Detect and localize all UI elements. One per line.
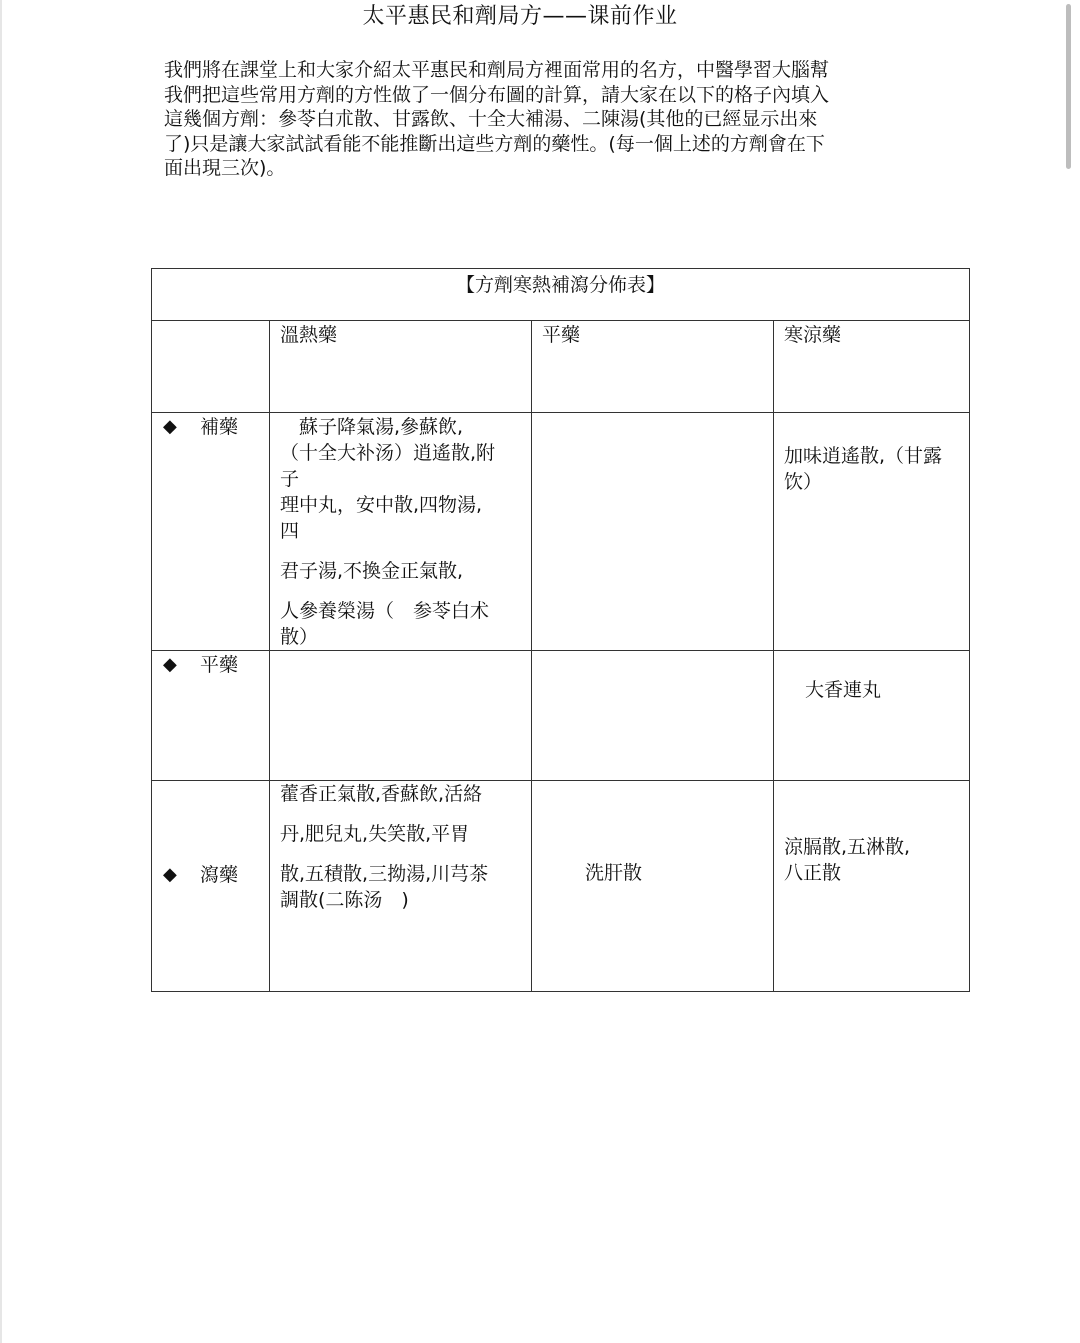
row-label-text: 瀉藥 — [200, 864, 239, 886]
formula-line: 洗肝散 — [585, 862, 643, 884]
cell-tonic-warm[interactable] — [270, 413, 532, 651]
cell-neutral-cold[interactable] — [774, 651, 970, 781]
formula-line: 加味逍遙散,（甘露 — [784, 445, 943, 467]
cell-purge-cold[interactable] — [774, 781, 970, 992]
page-title: 太平惠民和劑局方——课前作业 — [362, 4, 678, 29]
formula-distribution-table — [151, 268, 970, 992]
table-title-cell — [152, 269, 970, 321]
formula-line: 藿香正氣散,香蘇飲,活絡 — [280, 783, 483, 805]
formula-line: 理中丸，安中散,四物湯, — [280, 494, 483, 516]
table-title: 【方劑寒熱補瀉分佈表】 — [456, 274, 666, 296]
intro-line: 我們將在課堂上和大家介紹太平惠民和劑局方裡面常用的名方，中醫學習大腦幫 — [164, 59, 830, 81]
formula-line: 散） — [280, 626, 319, 648]
formula-line: 饮） — [784, 471, 823, 493]
header-neutral: 平藥 — [532, 321, 774, 413]
cell-text — [280, 414, 523, 650]
formula-line: 大香連丸 — [805, 679, 882, 701]
diamond-icon: ◆ — [163, 416, 177, 437]
page-edge — [0, 0, 2, 1343]
formula-line: 調散(二陈汤 ) — [280, 889, 409, 911]
formula-line: 涼膈散,五淋散, — [784, 836, 911, 858]
intro-line: 我們把這些常用方劑的方性做了一個分布圖的計算，請大家在以下的格子內填入 — [164, 83, 830, 106]
cell-text — [585, 860, 765, 886]
table-row-tonic — [152, 413, 970, 651]
formula-line: 八正散 — [784, 862, 842, 884]
table-row-purge — [152, 781, 970, 992]
formula-line: 君子湯,不換金正氣散, — [280, 560, 464, 582]
diamond-icon: ◆ — [163, 654, 177, 675]
table-row-neutral — [152, 651, 970, 781]
formula-line: 散,五積散,三拗湯,川芎茶 — [280, 863, 489, 885]
cell-text — [784, 834, 961, 886]
table-title-row — [152, 269, 970, 321]
cell-neutral-warm[interactable] — [270, 651, 532, 781]
formula-line: 子 — [280, 468, 300, 490]
header-cold: 寒涼藥 — [774, 321, 970, 413]
table-header-row — [152, 321, 970, 413]
diamond-icon: ◆ — [163, 864, 177, 885]
cell-text — [805, 677, 961, 703]
intro-paragraph — [164, 58, 924, 181]
formula-line: 四 — [280, 520, 300, 542]
formula-line: 人參養榮湯（ 参苓白术 — [280, 600, 490, 622]
scrollbar-thumb[interactable] — [1066, 4, 1071, 169]
cell-neutral-neutral[interactable] — [532, 651, 774, 781]
formula-line: 丹,肥兒丸,失笑散,平胃 — [280, 823, 470, 845]
intro-line: 面出現三次)。 — [164, 157, 286, 179]
scrollbar[interactable] — [1064, 0, 1072, 1343]
formula-line: 蘇子降氣湯,參蘇飲, — [280, 416, 464, 438]
row-label-neutral — [152, 651, 270, 781]
row-label-text: 補藥 — [200, 416, 239, 438]
cell-tonic-neutral[interactable] — [532, 413, 774, 651]
header-warm: 溫熱藥 — [270, 321, 532, 413]
cell-purge-neutral[interactable] — [532, 781, 774, 992]
formula-line: （十全大补汤）逍遙散,附 — [280, 442, 496, 464]
cell-tonic-cold[interactable] — [774, 413, 970, 651]
row-label-purge — [152, 781, 270, 992]
row-label-text: 平藥 — [200, 654, 239, 676]
intro-line: 了)只是讓大家試試看能不能推斷出這些方劑的藥性。(每一個上述的方劑會在下 — [164, 132, 825, 155]
cell-text — [280, 781, 523, 913]
row-label-tonic — [152, 413, 270, 651]
cell-purge-warm[interactable] — [270, 781, 532, 992]
header-empty-cell — [152, 321, 270, 413]
intro-line: 這幾個方劑：參苓白朮散、甘露飲、十全大補湯、二陳湯(其他的已經显示出來 — [164, 108, 818, 130]
cell-text — [784, 443, 961, 495]
